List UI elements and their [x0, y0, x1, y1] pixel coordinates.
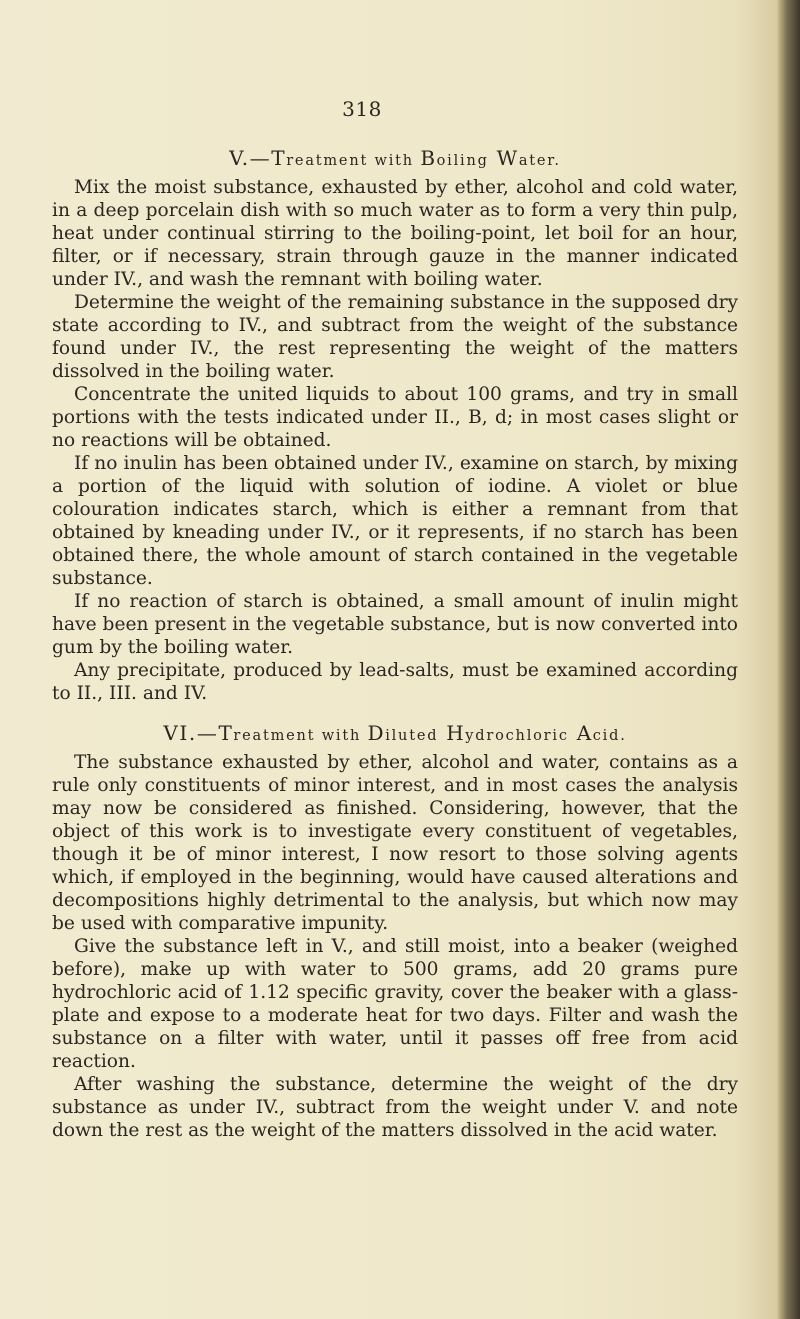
heading-word: cid. [592, 728, 627, 744]
page-body [52, 146, 738, 1142]
heading-word: iluted [385, 728, 439, 744]
paragraph: The substance exhausted by ether, alcohol and water, contains as a rule only constituents of minor interest, and in most cases the analysis may now be considered as finished. Considering, however, that the object of this work is to investigate every constituent of vegetables, though it be of minor interest, I now resort to those solving agents which, if employed in the beginning, would have caused alterations and decompositions highly detrimental to the analysis, but which now may be used with comparative impunity. [52, 752, 738, 934]
book-edge-shadow [778, 0, 800, 1319]
heading-word: ydrochloric [465, 728, 569, 744]
page-number: 318 [342, 97, 382, 121]
heading-word: with [315, 728, 368, 744]
paragraph: Mix the moist substance, exhausted by ether, alcohol and cold water, in a deep porcelain dish with so much water as to form a very thin pulp, heat under continual stirring to the boiling-point, let boil for an hour, filter, or if necessary, strain through gauze in the manner indicated under IV., and wash the remnant with boiling water. [52, 177, 738, 290]
heading-cap: B [420, 146, 437, 170]
heading-word: oiling [436, 153, 489, 169]
section-numeral: V.— [229, 146, 272, 170]
heading-cap: T [218, 721, 234, 745]
heading-cap: T [271, 146, 287, 170]
heading-word: reatment [233, 728, 316, 744]
paragraph: After washing the substance, determine the weight of the dry substance as under IV., subtract from the weight under V. and note down the rest as the weight of the matters dissolved in the acid water. [52, 1074, 738, 1141]
paragraph: Determine the weight of the remaining substance in the supposed dry state according to IV., and subtract from the weight of the substance found under IV., the rest representing the weight of the matters dissolved in the boiling water. [52, 292, 738, 382]
heading-cap: A [568, 721, 593, 745]
heading-word: with [368, 153, 421, 169]
paragraph: If no inulin has been obtained under IV., examine on starch, by mixing a portion of the liquid with solution of iodine. A violet or blue colouration indicates starch, which is either a remnant from that obtained by kneading under IV., or it represents, if no starch has been obtained there, the whole amount of starch contained in the vegetable substance. [52, 453, 738, 589]
paragraph: Give the substance left in V., and still moist, into a beaker (weighed before), make up with water to 500 grams, add 20 grams pure hydrochloric acid of 1.12 specific gravity, cover the beaker with a glass-plate and expose to a moderate heat for two days. Filter and wash the substance on a filter with water, until it passes off free from acid reaction. [52, 936, 738, 1072]
heading-word: ater. [518, 153, 561, 169]
section-heading-v [52, 146, 738, 170]
paragraph: If no reaction of starch is obtained, a small amount of inulin might have been present in the vegetable substance, but is now converted into gum by the boiling water. [52, 591, 738, 658]
heading-cap: H [438, 721, 466, 745]
heading-cap: D [367, 721, 386, 745]
paragraph: Concentrate the united liquids to about 100 grams, and try in small portions with the tests indicated under II., B, d; in most cases slight or no reactions will be obtained. [52, 384, 738, 451]
heading-word: reatment [286, 153, 369, 169]
heading-cap: W [488, 146, 519, 170]
section-spacer [52, 705, 738, 721]
section-heading-vi [52, 721, 738, 745]
section-numeral: VI.— [163, 721, 219, 745]
paragraph: Any precipitate, produced by lead-salts, must be examined according to II., III. and IV. [52, 660, 738, 704]
